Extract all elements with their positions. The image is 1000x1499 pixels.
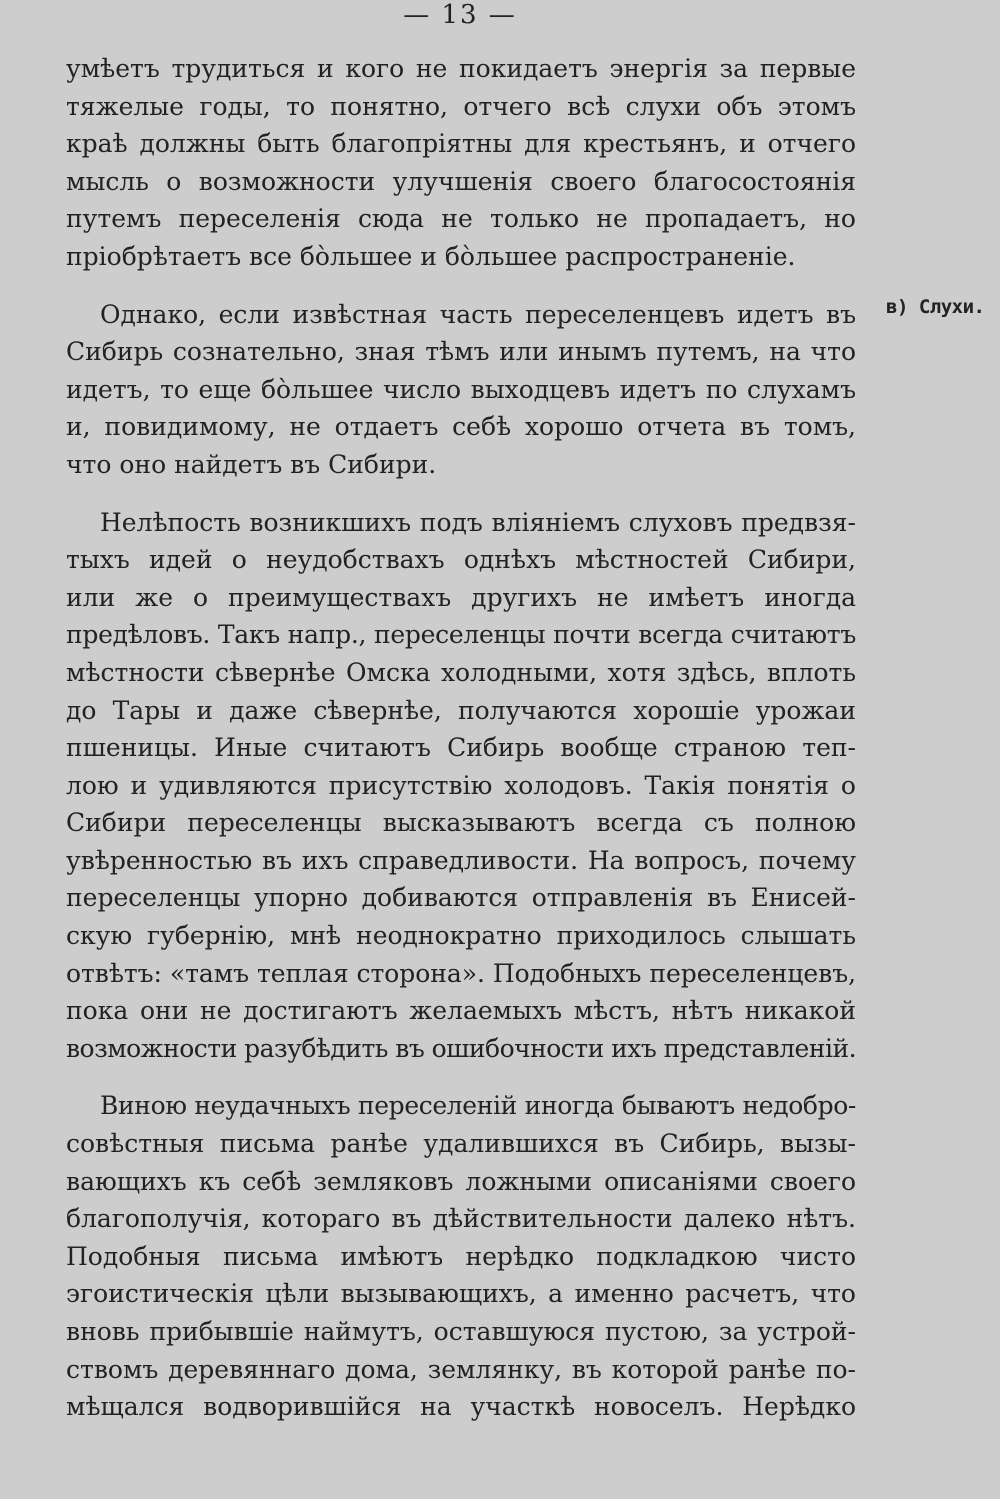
- text-line: тяжелые годы, то понятно, отчего всѣ слухи объ этомъ: [66, 91, 856, 121]
- text-line: переселенцы упорно добиваются отправленія въ Енисей-: [66, 883, 856, 913]
- text-line: Сибири переселенцы высказываютъ всегда съ полною: [66, 808, 856, 838]
- paragraph-1: [66, 50, 856, 276]
- text-line: благополучія, котораго въ дѣйствительности далеко нѣтъ.: [66, 1204, 856, 1234]
- text-line: краѣ должны быть благопріятны для крестьянъ, и отчего: [66, 129, 856, 159]
- paragraph-2: [66, 296, 856, 484]
- text-line: эгоистическія цѣли вызывающихъ, а именно расчетъ, что: [66, 1279, 856, 1309]
- text-line: Виною неудачныхъ переселеній иногда бываютъ недобро-: [100, 1091, 856, 1121]
- paragraph-4: [66, 1087, 856, 1425]
- text-line: возможности разубѣдить въ ошибочности ихъ представленій.: [66, 1033, 857, 1063]
- text-line: пшеницы. Иные считаютъ Сибирь вообще страною теп-: [66, 733, 856, 763]
- text-line: предѣловъ. Такъ напр., переселенцы почти всегда считаютъ: [66, 620, 856, 650]
- body-text: [66, 50, 856, 1446]
- text-line: Нелѣпость возникшихъ подъ вліяніемъ слуховъ предвзя-: [100, 507, 856, 537]
- text-line: идетъ, то еще бо̀льшее число выходцевъ идетъ по слухамъ: [66, 374, 856, 404]
- text-line: увѣренностью въ ихъ справедливости. На вопросъ, почему: [66, 845, 856, 875]
- text-line: пріобрѣтаетъ все бо̀льшее и бо̀льшее распространеніе.: [66, 241, 796, 271]
- text-line: совѣстныя письма ранѣе удалившихся въ Сибирь, вызы-: [66, 1129, 856, 1159]
- paragraph-3: [66, 504, 856, 1068]
- text-line: и, повидимому, не отдаетъ себѣ хорошо отчета въ томъ,: [66, 412, 856, 442]
- text-line: Подобныя письма имѣютъ нерѣдко подкладкою чисто: [66, 1241, 856, 1271]
- text-line: Однако, если извѣстная часть переселенцевъ идетъ въ: [100, 299, 856, 329]
- text-line: вновь прибывшіе наймутъ, оставшуюся пустою, за устрой-: [66, 1317, 856, 1346]
- text-line: ствомъ деревяннаго дома, землянку, въ которой ранѣе по-: [66, 1354, 856, 1384]
- page-number: — 13 —: [403, 0, 517, 30]
- text-line: мысль о возможности улучшенія своего благосостоянія: [66, 166, 856, 196]
- text-line: путемъ переселенія сюда не только не пропадаетъ, но: [66, 204, 856, 234]
- text-line: что оно найдетъ въ Сибири.: [66, 449, 437, 479]
- text-line: умѣетъ трудиться и кого не покидаетъ энергія за первые: [66, 54, 856, 83]
- text-line: или же о преимуществахъ другихъ не имѣетъ иногда: [66, 582, 856, 612]
- text-line: скую губернію, мнѣ неоднократно приходилось слышать: [66, 921, 856, 951]
- text-line: вающихъ къ себѣ земляковъ ложными описаніями своего: [66, 1166, 856, 1196]
- text-line: мѣстности сѣвернѣе Омска холодными, хотя здѣсь, вплоть: [66, 657, 856, 687]
- text-line: пока они не достигаютъ желаемыхъ мѣстъ, нѣтъ никакой: [66, 996, 856, 1026]
- text-line: мѣщался водворившійся на участкѣ новоселъ. Нерѣдко: [66, 1392, 856, 1422]
- text-line: тыхъ идей о неудобствахъ однѣхъ мѣстностей Сибири,: [66, 545, 856, 575]
- text-line: Сибирь сознательно, зная тѣмъ или инымъ путемъ, на что: [66, 337, 856, 367]
- text-line: лою и удивляются присутствію холодовъ. Такія понятія о: [66, 770, 856, 800]
- margin-note: в) Слухи.: [886, 296, 985, 318]
- text-line: отвѣтъ: «тамъ теплая сторона». Подобныхъ переселенцевъ,: [66, 958, 856, 988]
- text-line: до Тары и даже сѣвернѣе, получаются хорошіе урожаи: [66, 695, 856, 725]
